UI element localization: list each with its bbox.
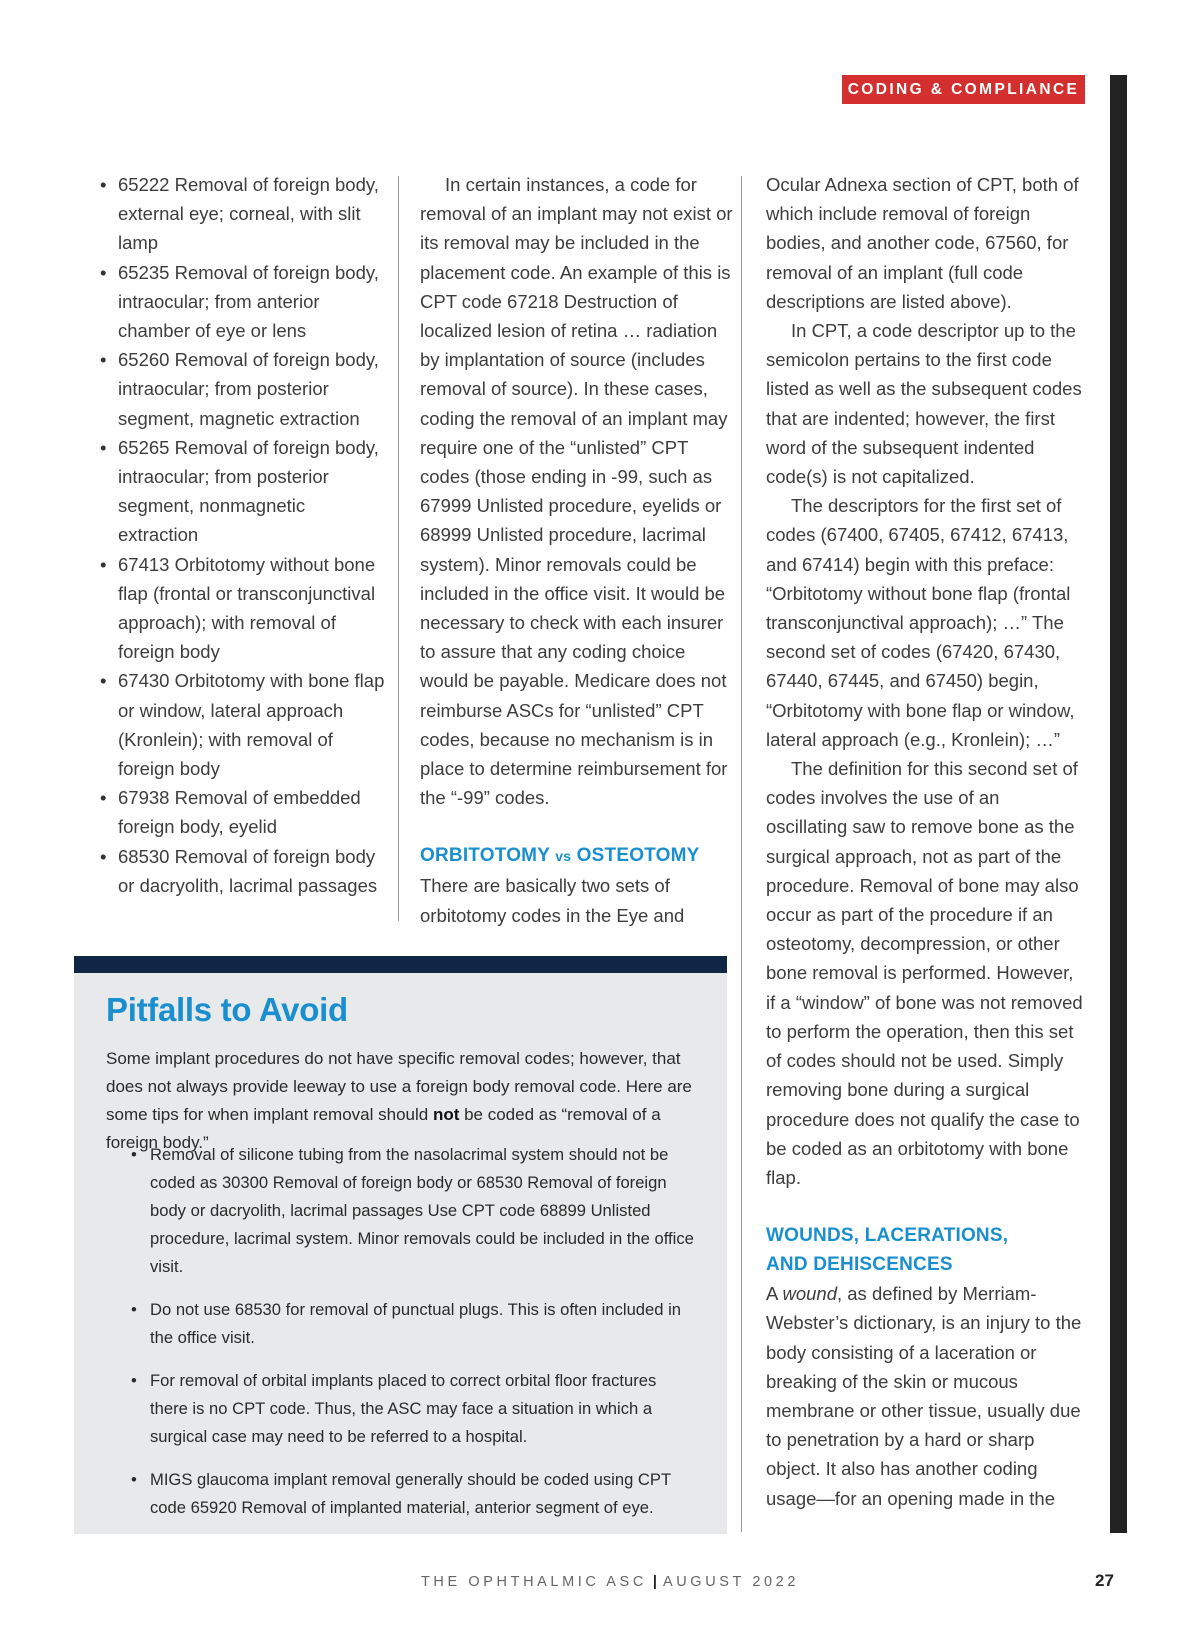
list-item: • 67413 Orbitotomy without bone flap (frontal or transconjunctival approach); with removal of foreign body — [96, 550, 386, 667]
text-run: , as defined by Merriam-Webster’s dictionary, is an injury to the body consisting of a laceration or breaking of the skin or mucous membrane or other tissue, usually due to penetration by a hard or sharp object. It also has another coding usage—for an opening made in the — [766, 1283, 1082, 1509]
column-divider — [398, 176, 399, 921]
body-paragraph — [766, 1279, 1084, 1513]
section-heading-orbitotomy — [420, 841, 735, 871]
text-run: A — [766, 1283, 783, 1305]
issue-date: AUGUST 2022 — [662, 1574, 800, 1590]
tip-item: • Removal of silicone tubing from the nasolacrimal system should not be coded as 30300 Removal of foreign body or 68530 Removal of foreign body or dacryolith, lacrimal passages Use CPT code 68899 Unlisted procedure, lacrimal system. Minor removals could be included in the office visit. — [131, 1141, 696, 1281]
footer-publication — [420, 1574, 800, 1590]
page-number: 27 — [1095, 1571, 1114, 1590]
cpt-code-list — [96, 170, 386, 900]
edge-bar — [1110, 75, 1127, 1533]
heading-vs: vs — [555, 848, 572, 865]
article-column-3 — [766, 170, 1084, 1513]
body-paragraph: The descriptors for the first set of codes (67400, 67405, 67412, 67413, and 67414) begin with this preface: “Orbitotomy without bone flap (frontal transconjunctival approach); …” The second set of codes (67420, 67430, 67440, 67445, and 67450) begin, “Orbitotomy with bone flap or window, lateral approach (e.g., Kronlein); …” — [766, 495, 1075, 750]
column-divider — [741, 176, 742, 1532]
list-item: • 65265 Removal of foreign body, intraocular; from posterior segment, nonmagnetic extraction — [96, 433, 386, 550]
body-paragraph: There are basically two sets of orbitotomy codes in the Eye and — [420, 875, 685, 926]
tip-item: • MIGS glaucoma implant removal generally should be coded using CPT code 65920 Removal of implanted material, anterior segment of eye. — [131, 1466, 696, 1522]
section-heading-wounds — [766, 1221, 1084, 1279]
text-run: Some implant procedures do not have specific removal codes; however, that does not always provide leeway to use a foreign body removal code. Here are some tips for when implant removal should — [106, 1049, 692, 1124]
body-paragraph: The definition for this second set of codes involves the use of an oscillating saw to remove bone as the surgical approach, not as part of the procedure. Removal of bone may also occur as part of the procedure if an osteotomy, decompression, or other bone removal is performed. However, if a “window” of bone was not removed to perform the operation, then this set of codes should not be used. Simply removing bone during a surgical procedure does not qualify the case to be coded as an orbitotomy with bone flap. — [766, 758, 1083, 1188]
body-paragraph: Ocular Adnexa section of CPT, both of which include removal of foreign bodies, and another code, 67560, for removal of an implant (full code descriptions are listed above). — [766, 174, 1079, 312]
tip-item: • Do not use 68530 for removal of punctual plugs. This is often included in the office visit. — [131, 1296, 696, 1352]
tip-item: • For removal of orbital implants placed to correct orbital floor fractures there is no CPT code. Thus, the ASC may face a situation in which a surgical case may need to be referred to a hospital. — [131, 1367, 696, 1451]
section-label: CODING & COMPLIANCE — [842, 75, 1085, 104]
list-item: • 65235 Removal of foreign body, intraocular; from anterior chamber of eye or lens — [96, 258, 386, 346]
tips-list — [131, 1141, 696, 1537]
heading-text: ORBITOTOMY — [420, 845, 556, 867]
list-item: • 65222 Removal of foreign body, external eye; corneal, with slit lamp — [96, 170, 386, 258]
pitfalls-sidebar — [74, 973, 727, 1534]
sidebar-top-bar — [74, 956, 727, 973]
sidebar-title: Pitfalls to Avoid — [106, 991, 348, 1028]
list-item: • 65260 Removal of foreign body, intraocular; from posterior segment, magnetic extraction — [96, 345, 386, 433]
body-paragraph: In certain instances, a code for removal of an implant may not exist or its removal may be included in the placement code. An example of this is CPT code 67218 Destruction of localized lesion of retina … radiation by implantation of source (includes removal of source). In these cases, coding the removal of an implant may require one of the “unlisted” CPT codes (those ending in -99, such as 67999 Unlisted procedure, eyelids or 68999 Unlisted procedure, lacrimal system). Minor removals could be included in the office visit. It would be necessary to check with each insurer to assure that any coding choice would be payable. Medicare does not reimburse ASCs for “unlisted” CPT codes, because no mechanism is in place to determine reimbursement for the “-99” codes. — [420, 174, 733, 809]
heading-line: WOUNDS, LACERATIONS, — [766, 1225, 1009, 1247]
italic-term: wound — [782, 1283, 837, 1305]
heading-line: AND DEHISCENCES — [766, 1254, 953, 1276]
text-run: be coded as “removal of a foreign body.” — [106, 1105, 661, 1152]
article-column-2 — [420, 170, 735, 930]
footer-separator: | — [652, 1574, 657, 1590]
list-item: • 67938 Removal of embedded foreign body, eyelid — [96, 783, 386, 841]
publication-name: THE OPHTHALMIC ASC — [420, 1574, 647, 1590]
body-paragraph: In CPT, a code descriptor up to the semicolon pertains to the first code listed as well as the subsequent codes that are indented; however, the first word of the subsequent indented code(s) is not capitalized. — [766, 320, 1082, 488]
list-item: • 68530 Removal of foreign body or dacryolith, lacrimal passages — [96, 842, 386, 900]
list-item: • 67430 Orbitotomy with bone flap or window, lateral approach (Kronlein); with removal of foreign body — [96, 666, 386, 783]
bold-term: not — [432, 1105, 460, 1124]
heading-text: OSTEOTOMY — [571, 845, 700, 867]
